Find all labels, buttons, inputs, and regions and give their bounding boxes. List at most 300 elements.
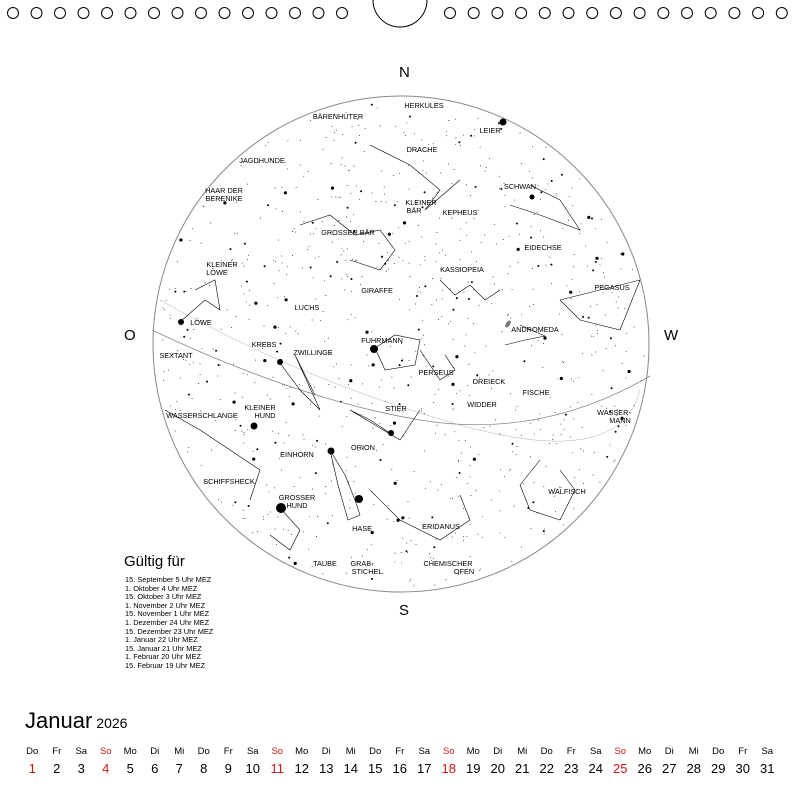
star: [282, 211, 283, 212]
day-cell: 26: [637, 761, 652, 776]
star: [452, 403, 454, 405]
star: [409, 263, 410, 264]
weekday-label: Sa: [761, 746, 774, 757]
star: [456, 477, 457, 478]
star: [494, 284, 495, 285]
star: [323, 149, 324, 150]
star: [346, 217, 347, 218]
star: [315, 472, 317, 474]
star: [544, 528, 545, 529]
star: [310, 120, 311, 121]
star: [355, 260, 356, 261]
star: [436, 232, 437, 233]
star: [599, 482, 600, 483]
label-kleiner-baer-2: BÄR: [406, 206, 422, 215]
star: [203, 206, 204, 207]
label-grosser-hund-2: HUND: [286, 501, 308, 510]
star: [474, 135, 475, 136]
star: [442, 298, 443, 299]
star: [433, 143, 434, 144]
star: [395, 553, 396, 554]
star: [192, 228, 193, 229]
star: [373, 504, 374, 505]
day-cell: 7: [175, 761, 183, 776]
star: [504, 537, 505, 538]
label-perseus: PERSEUS: [418, 368, 454, 377]
star: [254, 382, 255, 383]
star: [325, 493, 326, 494]
star: [328, 384, 329, 385]
star: [236, 316, 237, 317]
star: [615, 431, 617, 433]
star: [387, 252, 388, 253]
day-row: [20, 760, 780, 780]
star: [201, 348, 202, 349]
label-hase: HASE: [352, 524, 372, 533]
label-grabstichel-1: GRAB-: [350, 559, 374, 568]
star: [573, 381, 574, 382]
star: [335, 387, 336, 388]
star: [606, 348, 607, 349]
star: [445, 255, 446, 256]
star: [621, 252, 624, 255]
star: [371, 104, 373, 106]
star: [317, 516, 318, 517]
star: [351, 314, 352, 315]
star: [205, 282, 206, 283]
star: [514, 506, 515, 507]
star: [596, 304, 597, 305]
star: [341, 278, 342, 279]
day-cell: 1: [28, 761, 36, 776]
star: [267, 305, 268, 306]
star: [439, 252, 440, 253]
star: [410, 276, 411, 277]
star: [294, 562, 297, 565]
star: [341, 255, 342, 256]
star: [494, 224, 495, 225]
star: [316, 440, 318, 442]
star: [578, 402, 579, 403]
star: [398, 227, 399, 228]
star: [436, 261, 437, 262]
star: [574, 254, 575, 255]
star: [302, 267, 303, 268]
star-aldebaran: [388, 430, 394, 436]
star: [312, 445, 313, 446]
star: [555, 412, 556, 413]
star: [591, 355, 592, 356]
star: [408, 165, 409, 166]
label-grabstichel-2: STICHEL: [351, 567, 383, 576]
star: [355, 317, 356, 318]
star: [530, 456, 531, 457]
weekday-row: [20, 745, 780, 759]
star: [582, 353, 583, 354]
star: [446, 131, 447, 132]
star: [543, 486, 544, 487]
star: [298, 333, 299, 334]
star: [510, 318, 511, 319]
weekday-label: Di: [493, 746, 503, 757]
star: [550, 264, 552, 266]
star: [474, 129, 475, 130]
star: [454, 431, 455, 432]
star: [404, 132, 405, 133]
star: [367, 549, 368, 550]
star: [288, 557, 290, 559]
star: [424, 256, 425, 257]
label-zwillinge: ZWILLINGE: [293, 348, 333, 357]
star: [468, 364, 469, 365]
star: [347, 276, 348, 277]
star: [313, 277, 314, 278]
star: [356, 260, 357, 261]
star: [461, 453, 462, 454]
star: [371, 578, 373, 580]
star: [275, 188, 276, 189]
star: [452, 498, 453, 499]
star: [421, 139, 422, 140]
star: [521, 547, 522, 548]
star: [332, 463, 333, 464]
star: [553, 434, 554, 435]
star: [163, 371, 164, 372]
star: [624, 308, 625, 309]
star: [568, 220, 569, 221]
star: [164, 309, 165, 310]
star: [316, 228, 317, 229]
star: [416, 295, 418, 297]
star: [532, 146, 533, 147]
star: [381, 171, 382, 172]
star: [248, 505, 250, 507]
star: [318, 256, 319, 257]
star: [467, 318, 468, 319]
star: [319, 416, 320, 417]
star: [372, 403, 373, 404]
star: [460, 228, 461, 229]
star: [516, 223, 518, 225]
label-fuhrmann: FUHRMANN: [361, 336, 403, 345]
star: [232, 402, 233, 403]
star: [628, 370, 631, 373]
star: [388, 505, 389, 506]
star: [448, 323, 449, 324]
star: [299, 384, 300, 385]
star: [303, 531, 304, 532]
star: [579, 291, 580, 292]
star: [432, 278, 433, 279]
star: [621, 268, 622, 269]
star: [245, 518, 246, 519]
star: [549, 257, 550, 258]
star: [409, 360, 410, 361]
star: [200, 363, 201, 364]
star: [274, 487, 275, 488]
day-cell: 10: [245, 761, 260, 776]
star: [573, 418, 574, 419]
star: [453, 409, 454, 410]
star: [411, 377, 412, 378]
star: [377, 266, 378, 267]
star: [316, 536, 317, 537]
label-grosser-hund-1: GROSSER: [278, 493, 316, 502]
star: [290, 327, 291, 328]
star: [567, 285, 568, 286]
validity-entry: 1. Februar 20 Uhr MEZ: [125, 652, 201, 662]
label-luchs: LUCHS: [294, 303, 320, 312]
label-eridanus: ERIDANUS: [422, 522, 460, 531]
star: [451, 383, 454, 386]
star: [315, 446, 316, 447]
star: [257, 531, 258, 532]
star: [556, 443, 557, 444]
star: [409, 116, 411, 118]
star: [360, 284, 361, 285]
star: [386, 202, 387, 203]
star: [490, 426, 491, 427]
star: [242, 263, 243, 264]
label-eidechse: EIDECHSE: [524, 243, 562, 252]
star: [425, 488, 426, 489]
star: [187, 329, 189, 331]
star: [372, 363, 375, 366]
star: [243, 434, 244, 435]
star: [338, 197, 339, 198]
star: [347, 185, 348, 186]
label-kassiopeia: KASSIOPEIA: [440, 265, 484, 274]
star: [324, 341, 325, 342]
star: [591, 336, 592, 337]
weekday-label: Mi: [345, 746, 356, 757]
star: [519, 234, 520, 235]
star: [473, 289, 474, 290]
star: [508, 314, 509, 315]
label-taube: TAUBE: [313, 559, 337, 568]
star: [450, 498, 451, 499]
star: [570, 436, 571, 437]
star: [371, 544, 372, 545]
day-cell: 24: [588, 761, 603, 776]
star: [581, 223, 582, 224]
star: [303, 221, 304, 222]
star: [463, 135, 464, 136]
star: [456, 393, 457, 394]
star: [537, 212, 538, 213]
star: [622, 363, 623, 364]
star: [500, 469, 501, 470]
star: [419, 287, 420, 288]
star: [484, 235, 485, 236]
star: [561, 434, 562, 435]
star: [476, 261, 477, 262]
star: [572, 279, 573, 280]
star: [399, 299, 400, 300]
star: [241, 165, 242, 166]
star: [549, 443, 550, 444]
star: [423, 335, 424, 336]
star: [230, 248, 232, 250]
star: [406, 550, 408, 552]
star: [442, 250, 443, 251]
star: [363, 241, 364, 242]
star: [587, 216, 590, 219]
star: [248, 255, 249, 256]
star: [533, 289, 534, 290]
star: [349, 170, 350, 171]
star: [375, 201, 376, 202]
star: [390, 346, 391, 347]
star: [211, 450, 212, 451]
star: [550, 397, 551, 398]
star: [446, 579, 447, 580]
star: [192, 398, 193, 399]
star: [611, 387, 613, 389]
star: [162, 340, 163, 341]
star: [346, 470, 347, 471]
star: [170, 318, 171, 319]
star: [463, 508, 464, 509]
star: [504, 476, 505, 477]
star: [270, 511, 271, 512]
star: [534, 214, 535, 215]
star: [516, 446, 517, 447]
star: [233, 364, 234, 365]
star: [436, 539, 437, 540]
star: [320, 320, 321, 321]
star: [381, 201, 382, 202]
star: [275, 208, 276, 209]
star: [383, 444, 384, 445]
star: [561, 334, 562, 335]
star: [231, 327, 232, 328]
star: [307, 249, 308, 250]
star: [514, 200, 515, 201]
validity-entry: 1. Dezember 24 Uhr MEZ: [125, 617, 210, 627]
star: [368, 365, 369, 366]
star: [340, 197, 341, 198]
star: [499, 176, 500, 177]
star: [431, 304, 432, 305]
star: [502, 289, 503, 290]
day-cell: 5: [126, 761, 134, 776]
star: [309, 516, 310, 517]
star: [263, 519, 264, 520]
star: [273, 377, 274, 378]
star: [353, 481, 354, 482]
star: [466, 235, 467, 236]
star: [390, 425, 391, 426]
star: [609, 445, 610, 446]
star: [515, 410, 516, 411]
star: [595, 228, 596, 229]
star: [175, 431, 176, 432]
star: [287, 168, 288, 169]
star: [561, 174, 563, 176]
label-pegasus: PEGASUS: [594, 283, 630, 292]
star: [448, 120, 449, 121]
star: [293, 486, 294, 487]
star: [386, 271, 387, 272]
star: [593, 475, 594, 476]
star: [483, 427, 484, 428]
star: [644, 356, 645, 357]
star: [364, 151, 365, 152]
star: [246, 281, 248, 283]
weekday-label: Mi: [174, 746, 185, 757]
star: [347, 207, 349, 209]
star: [481, 242, 482, 243]
star: [394, 263, 395, 264]
star: [380, 126, 381, 127]
star: [381, 380, 382, 381]
star: [600, 264, 601, 265]
star: [467, 385, 468, 386]
star: [350, 221, 351, 222]
star: [295, 331, 296, 332]
star: [597, 333, 598, 334]
star: [174, 291, 176, 293]
star: [249, 319, 250, 320]
star: [583, 483, 584, 484]
star: [459, 472, 461, 474]
star: [331, 196, 332, 197]
star: [512, 451, 513, 452]
label-kleiner-hund-2: HUND: [254, 411, 276, 420]
star: [492, 277, 493, 278]
star: [569, 291, 572, 294]
star: [543, 237, 544, 238]
label-berenike: BERENIKE: [205, 194, 243, 203]
star: [468, 282, 469, 283]
star: [408, 501, 409, 502]
weekday-label: Do: [540, 746, 553, 757]
star: [227, 310, 228, 311]
star: [359, 135, 360, 136]
day-cell: 11: [270, 761, 284, 776]
star: [530, 237, 532, 239]
star: [336, 261, 338, 263]
star: [351, 291, 352, 292]
day-cell: 12: [294, 761, 309, 776]
star: [335, 197, 336, 198]
star: [237, 233, 238, 234]
star: [411, 540, 412, 541]
star-pollux: [277, 359, 283, 365]
star: [458, 496, 459, 497]
star: [170, 405, 171, 406]
star: [512, 289, 513, 290]
star: [517, 406, 518, 407]
weekday-label: So: [99, 746, 112, 757]
star: [275, 261, 276, 262]
star: [538, 420, 539, 421]
star: [470, 476, 471, 477]
star: [433, 402, 434, 403]
star: [188, 394, 190, 396]
star: [482, 516, 483, 517]
star: [276, 351, 278, 353]
star: [491, 388, 492, 389]
label-stier: STIER: [385, 404, 407, 413]
star: [556, 193, 557, 194]
star: [346, 573, 347, 574]
day-cell: 14: [343, 761, 358, 776]
star: [342, 158, 343, 159]
star: [439, 218, 440, 219]
star: [521, 435, 522, 436]
